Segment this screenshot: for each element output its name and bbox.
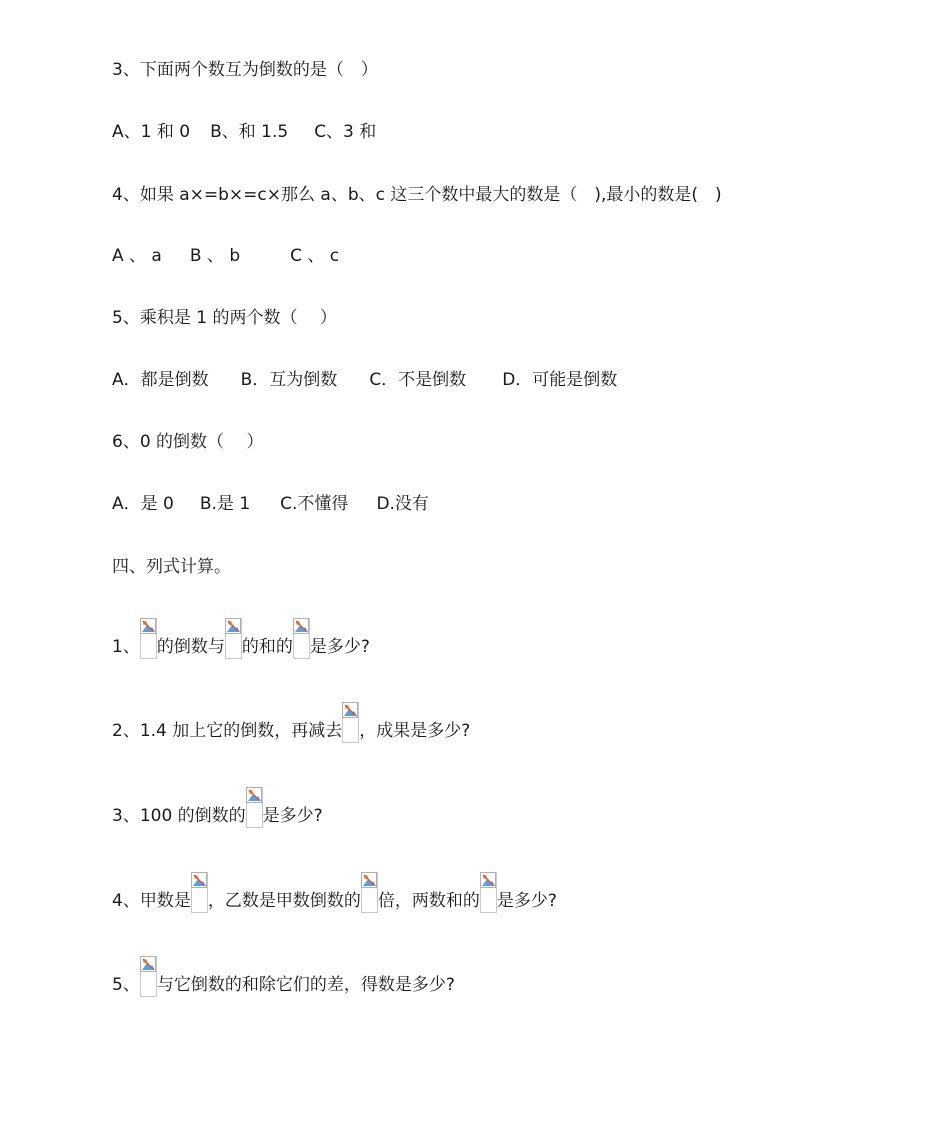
problem-text: 是多少? bbox=[262, 806, 323, 826]
option-a: A 、 a bbox=[112, 246, 162, 266]
question-4-stem bbox=[112, 185, 722, 205]
option-a: A．是 0 bbox=[112, 494, 174, 514]
question-text: 6、0 的倒数（ ） bbox=[112, 432, 264, 452]
option-c: C．不是倒数 bbox=[369, 370, 467, 390]
option-b: B．互为倒数 bbox=[240, 370, 338, 390]
problem-5 bbox=[112, 956, 455, 995]
option-b: B 、 b bbox=[189, 246, 241, 266]
problem-4 bbox=[112, 872, 557, 911]
problem-number: 1、 bbox=[112, 637, 140, 657]
question-5-stem bbox=[112, 308, 337, 328]
problem-text: 与它倒数的和除它们的差，得数是多少? bbox=[156, 975, 455, 995]
problem-text: ，成果是多少? bbox=[359, 721, 471, 741]
option-b: B.是 1 bbox=[199, 494, 251, 514]
question-5-options bbox=[112, 370, 617, 390]
broken-image-icon bbox=[246, 787, 263, 829]
broken-image-icon bbox=[140, 618, 157, 660]
question-3-stem bbox=[112, 60, 378, 80]
problem-text: 4、甲数是 bbox=[112, 891, 191, 911]
problem-text: 是多少? bbox=[496, 891, 557, 911]
option-c: C.不懂得 bbox=[280, 494, 349, 514]
problem-number: 5、 bbox=[112, 975, 140, 995]
question-6-options bbox=[112, 494, 429, 514]
problem-text: 是多少? bbox=[309, 637, 370, 657]
broken-image-icon bbox=[140, 956, 157, 998]
question-text: 4、如果 a×=b×=c×那么 a、b、c 这三个数中最大的数是（ ),最小的数是( ) bbox=[112, 185, 722, 205]
problem-2 bbox=[112, 702, 470, 741]
option-b: B、和 1.5 bbox=[210, 122, 289, 142]
question-3-options bbox=[112, 122, 376, 142]
question-text: 3、下面两个数互为倒数的是（ ） bbox=[112, 60, 378, 80]
broken-image-icon bbox=[225, 618, 242, 660]
question-text: 5、乘积是 1 的两个数（ ） bbox=[112, 308, 337, 328]
question-4-options bbox=[112, 246, 339, 266]
problem-text: 的倒数与 bbox=[156, 637, 225, 657]
option-d: D.没有 bbox=[376, 494, 429, 514]
option-c: C、3 和 bbox=[314, 122, 377, 142]
problem-text: 倍，两数和的 bbox=[377, 891, 480, 911]
broken-image-icon bbox=[342, 702, 359, 744]
option-a: A、1 和 0 bbox=[112, 122, 191, 142]
section-heading bbox=[112, 557, 231, 577]
problem-3 bbox=[112, 787, 323, 826]
problem-text: 的和的 bbox=[241, 637, 293, 657]
problem-text: 2、1.4 加上它的倒数，再减去 bbox=[112, 721, 343, 741]
broken-image-icon bbox=[361, 872, 378, 914]
broken-image-icon bbox=[293, 618, 310, 660]
section-title: 四、列式计算。 bbox=[112, 557, 231, 577]
option-d: D．可能是倒数 bbox=[502, 370, 618, 390]
problem-1 bbox=[112, 618, 370, 657]
option-c: C 、 c bbox=[290, 246, 340, 266]
problem-text: 3、100 的倒数的 bbox=[112, 806, 246, 826]
question-6-stem bbox=[112, 432, 263, 452]
broken-image-icon bbox=[480, 872, 497, 914]
problem-text: ，乙数是甲数倒数的 bbox=[207, 891, 361, 911]
option-a: A．都是倒数 bbox=[112, 370, 209, 390]
broken-image-icon bbox=[191, 872, 208, 914]
